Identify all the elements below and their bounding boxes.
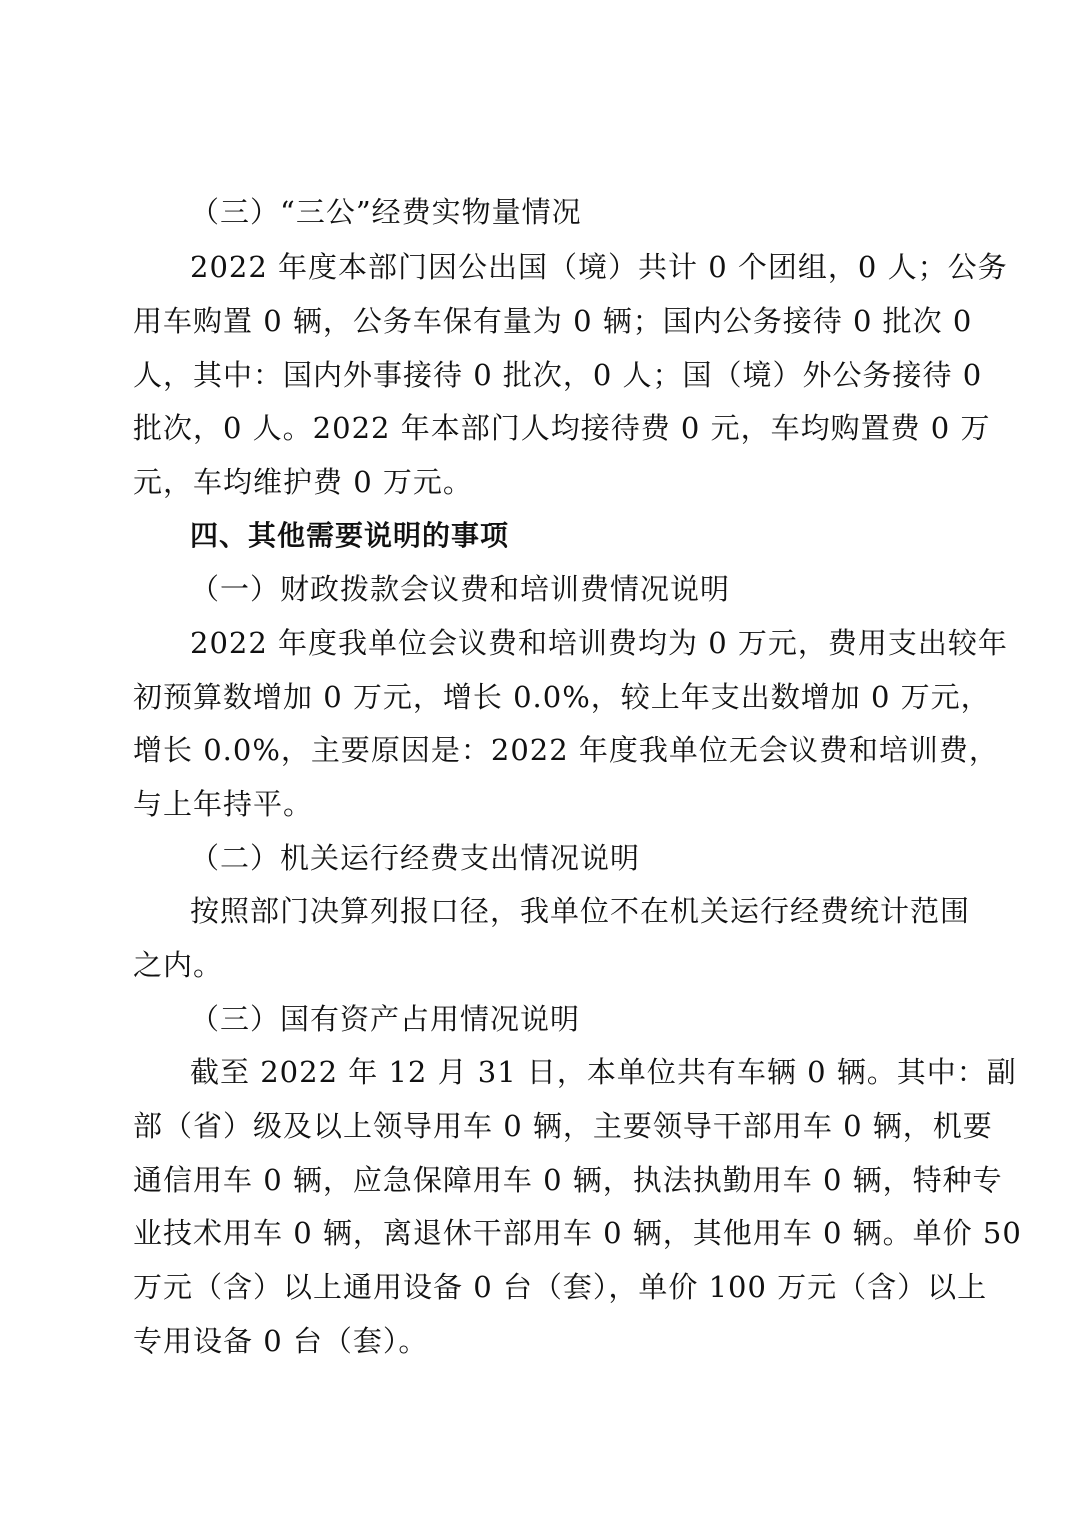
- paragraph-line: 万元（含）以上通用设备 0 台（套），单价 100 万元（含）以上: [133, 1270, 988, 1304]
- paragraph-line: 业技术用车 0 辆，离退休干部用车 0 辆，其他用车 0 辆。单价 50: [133, 1216, 1022, 1250]
- paragraph-line: 批次，0 人。2022 年本部门人均接待费 0 元，车均购置费 0 万: [133, 411, 991, 445]
- paragraph-line: 截至 2022 年 12 月 31 日，本单位共有车辆 0 辆。其中：副: [190, 1055, 1017, 1089]
- subsection-heading-state-assets: （三）国有资产占用情况说明: [190, 1002, 581, 1036]
- paragraph-line: 部（省）级及以上领导用车 0 辆，主要领导干部用车 0 辆，机要: [133, 1109, 993, 1143]
- paragraph-line: 2022 年度本部门因公出国（境）共计 0 个团组，0 人；公务: [190, 250, 1008, 284]
- paragraph-line: 按照部门决算列报口径，我单位不在机关运行经费统计范围: [190, 894, 971, 928]
- subsection-heading-operating-expenses: （二）机关运行经费支出情况说明: [190, 841, 641, 875]
- paragraph-line: 元，车均维护费 0 万元。: [133, 465, 473, 499]
- paragraph-line: 人，其中：国内外事接待 0 批次，0 人；国（境）外公务接待 0: [133, 358, 983, 392]
- section-heading-sangong-physical: （三）“三公”经费实物量情况: [190, 195, 582, 229]
- paragraph-line: 与上年持平。: [133, 787, 314, 821]
- paragraph-line: 增长 0.0%，主要原因是：2022 年度我单位无会议费和培训费，: [133, 733, 999, 767]
- paragraph-line: 通信用车 0 辆，应急保障用车 0 辆，执法执勤用车 0 辆，特种专: [133, 1163, 1003, 1197]
- paragraph-line: 2022 年度我单位会议费和培训费均为 0 万元，费用支出较年: [190, 626, 1008, 660]
- paragraph-line: 用车购置 0 辆，公务车保有量为 0 辆；国内公务接待 0 批次 0: [133, 304, 973, 338]
- paragraph-line: 专用设备 0 台（套）。: [133, 1324, 429, 1358]
- section-heading-other-matters: 四、其他需要说明的事项: [190, 519, 510, 552]
- subsection-heading-meeting-training: （一）财政拨款会议费和培训费情况说明: [190, 572, 731, 606]
- paragraph-line: 之内。: [133, 948, 224, 982]
- paragraph-line: 初预算数增加 0 万元，增长 0.0%，较上年支出数增加 0 万元，: [133, 680, 991, 714]
